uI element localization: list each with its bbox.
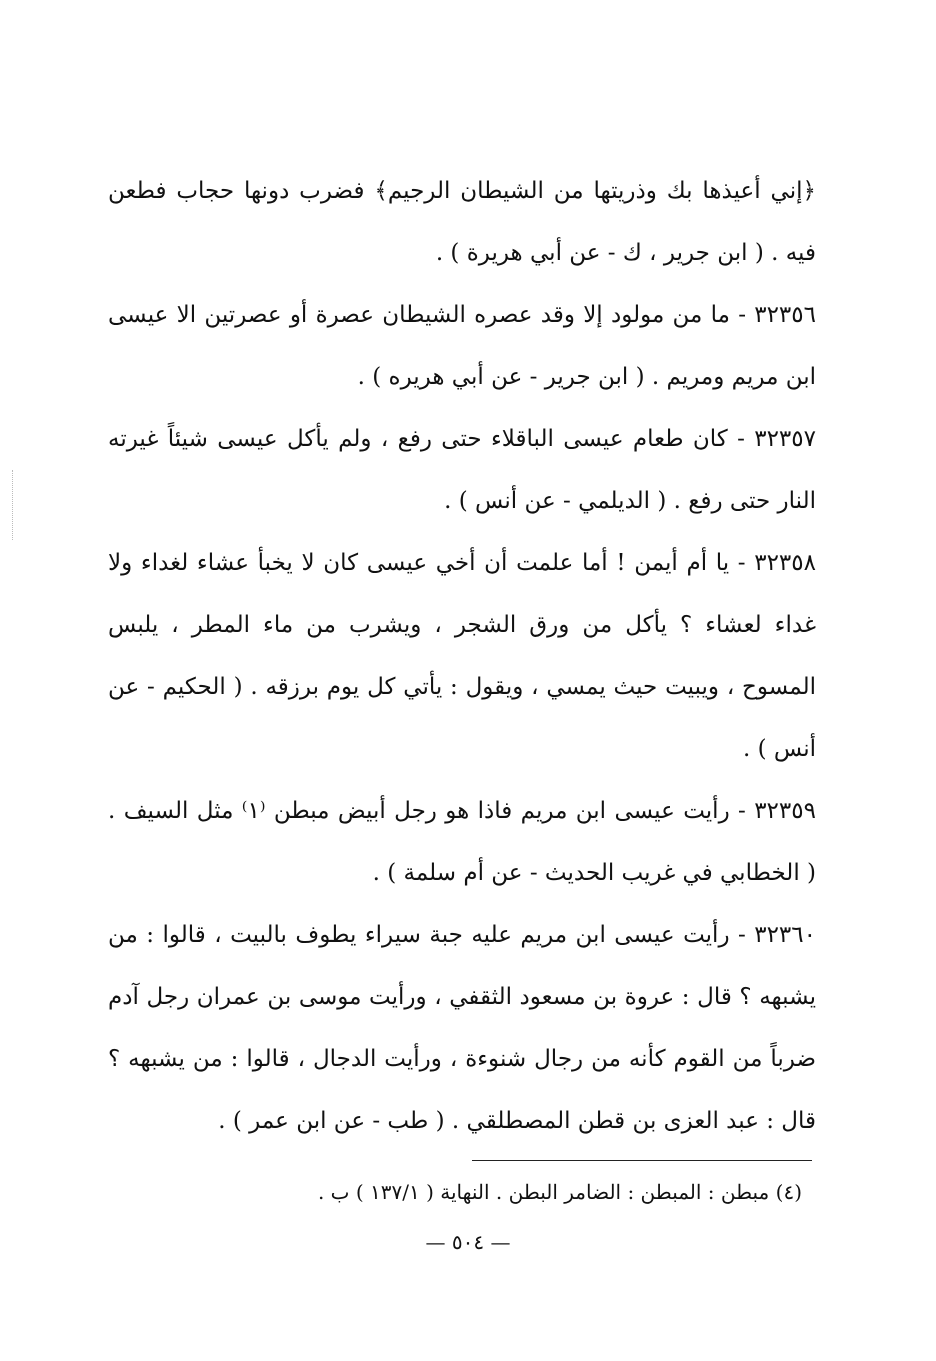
- main-text: [108, 160, 816, 1152]
- scan-edge-mark: [12, 470, 14, 540]
- hadith-paragraph-continuation: ﴿إني أعيذها بك وذريتها من الشيطان الرجيم﴾ فضرب دونها حجاب فطعن فيه . ( ابن جرير ، ك - عن أبي هريرة ) .: [108, 178, 816, 266]
- hadith-paragraph-32358: ٣٢٣٥٨ - يا أم أيمن ! أما علمت أن أخي عيسى كان لا يخبأ عشاء لغداء ولا غداء لعشاء ؟ يأكل من ورق الشجر ، ويشرب من ماء المطر ، يلبس المسوح ، ويبيت حيث يمسي ، ويقول : يأتي كل يوم برزقه . ( الحكيم - عن أنس ) .: [108, 550, 816, 762]
- hadith-paragraph-32360: ٣٢٣٦٠ - رأيت عيسى ابن مريم عليه جبة سيراء يطوف بالبيت ، قالوا : من يشبهه ؟ قال : عروة بن مسعود الثقفي ، ورأيت موسى بن عمران رجل آدم ضرباً من القوم كأنه من رجال شنوءة ، ورأيت الدجال ، قالوا : من يشبهه ؟ قال : عبد العزى بن قطن المصطلقي . ( طب - عن ابن عمر ) .: [108, 922, 816, 1134]
- footnote-separator: [472, 1160, 812, 1161]
- hadith-paragraph-32357: ٣٢٣٥٧ - كان طعام عيسى الباقلاء حتى رفع ، ولم يأكل عيسى شيئاً غيرته النار حتى رفع . ( الديلمي - عن أنس ) .: [108, 426, 816, 514]
- hadith-paragraph-32356: ٣٢٣٥٦ - ما من مولود إلا وقد عصره الشيطان عصرة أو عصرتين الا عيسى ابن مريم ومريم . ( ابن جرير - عن أبي هريره ) .: [108, 302, 816, 390]
- page-number: — ٥٠٤ —: [425, 1230, 511, 1254]
- footnote: (٤) مبطن : المبطن : الضامر البطن . النهاية ( ١٣٧/١ ) ب .: [317, 1180, 802, 1204]
- hadith-paragraph-32359: ٣٢٣٥٩ - رأيت عيسى ابن مريم فاذا هو رجل أبيض مبطن ⁽١⁾ مثل السيف . ( الخطابي في غريب الحديث - عن أم سلمة ) .: [108, 798, 816, 886]
